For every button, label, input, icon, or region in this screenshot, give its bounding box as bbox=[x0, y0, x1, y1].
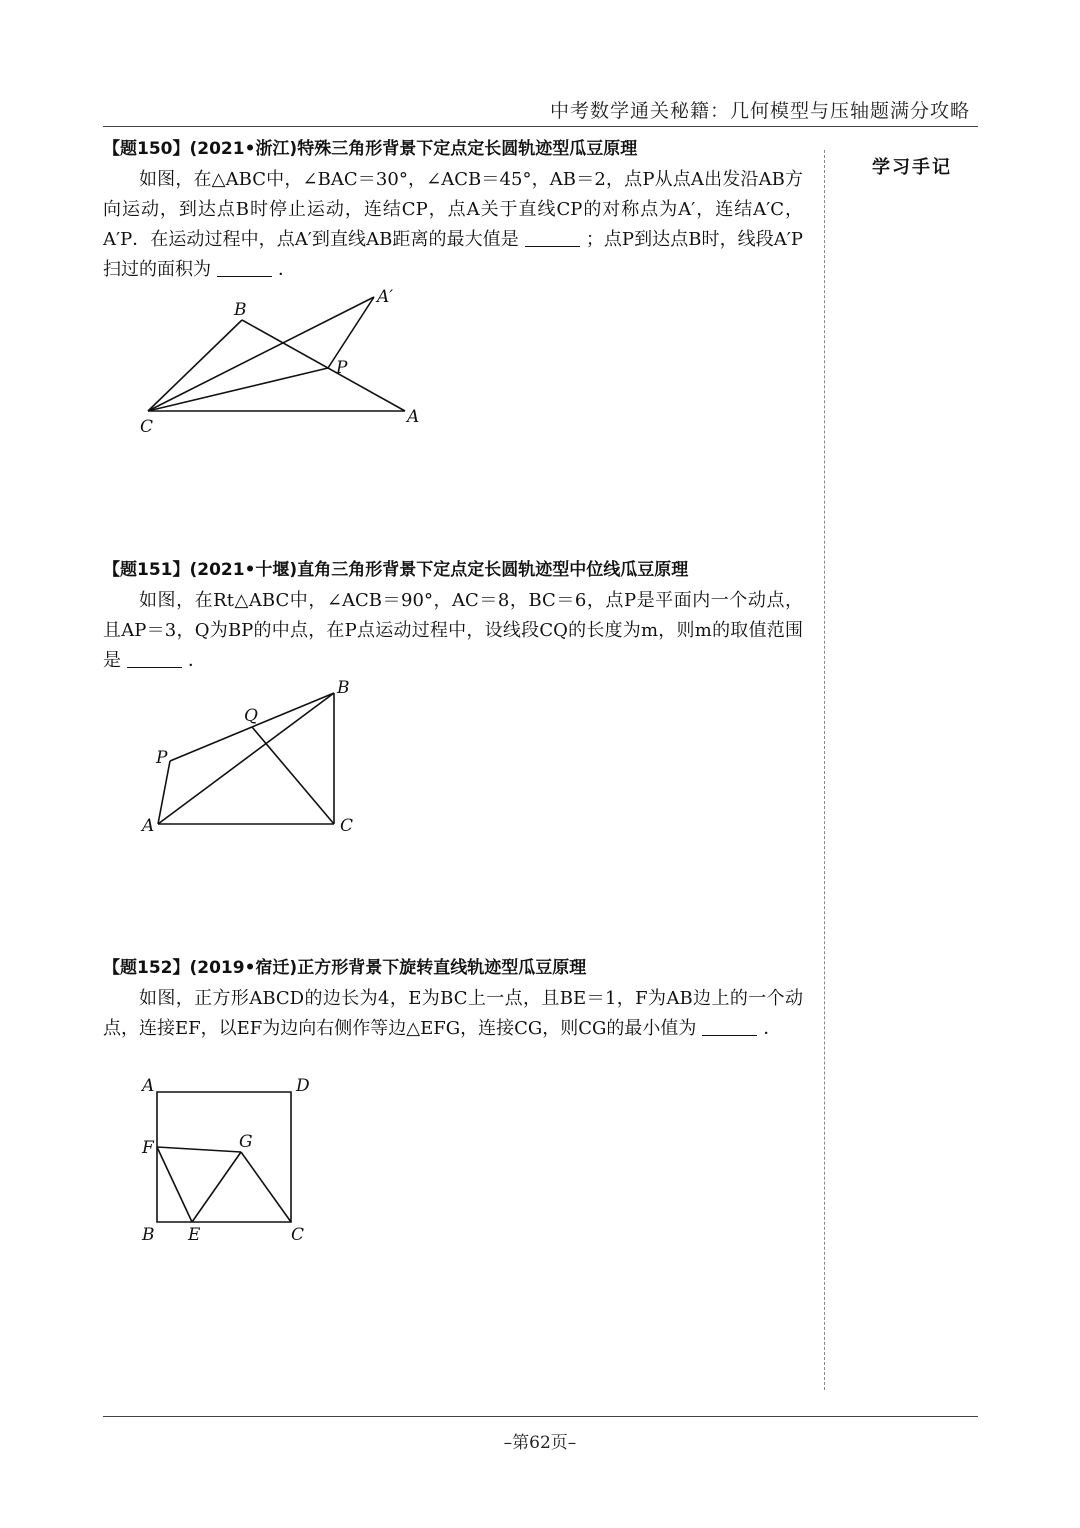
segment-fe bbox=[157, 1147, 192, 1222]
notes-column-title: 学习手记 bbox=[872, 157, 952, 178]
problem-text: ． bbox=[278, 259, 296, 280]
label-e: E bbox=[188, 1225, 201, 1245]
problem-text: ． bbox=[188, 650, 206, 671]
problem-statement bbox=[103, 165, 803, 285]
problem-text: 如图，在Rt△ABC中，∠ACB＝90°，AC＝8，BC＝6，点P是平面内一个动点，且AP＝3，Q为BP的中点，在P点运动过程中，设线段CQ的长度为m，则m的取值范围是 bbox=[103, 590, 803, 671]
running-header: 中考数学通关秘籍：几何模型与压轴题满分攻略 bbox=[549, 100, 970, 122]
label-f: F bbox=[142, 1138, 154, 1158]
label-c: C bbox=[140, 417, 154, 437]
label-q: Q bbox=[244, 706, 258, 726]
problem-title: 【题152】(2019•宿迁)正方形背景下旋转直线轨迹型瓜豆原理 bbox=[103, 958, 587, 978]
segment-ap bbox=[158, 761, 170, 824]
notes-column-divider bbox=[824, 150, 825, 1390]
header-rule bbox=[103, 126, 978, 127]
problem-statement bbox=[103, 586, 803, 676]
problem-150 bbox=[103, 136, 803, 285]
page-number: –第62页– bbox=[503, 1433, 577, 1453]
problem-151 bbox=[103, 557, 803, 676]
segment-qc bbox=[252, 727, 334, 824]
label-b: B bbox=[142, 1225, 155, 1245]
label-p: P bbox=[336, 358, 348, 378]
segment-ca-prime bbox=[148, 297, 374, 411]
segment-cp bbox=[148, 368, 328, 411]
label-g: G bbox=[239, 1132, 253, 1152]
answer-blank bbox=[217, 258, 272, 277]
answer-blank bbox=[702, 1017, 757, 1036]
problem-text: 如图，在△ABC中，∠BAC＝30°，∠ACB＝45°，AB＝2，点P从点A出发沿AB方向运动，到达点B时停止运动，连结CP，点A关于直线CP的对称点为A′，连结A′C，A′P．在运动过程中，点A′到直线AB距离的最大值是 bbox=[103, 169, 803, 250]
problem-statement bbox=[103, 984, 803, 1044]
label-c: C bbox=[340, 816, 354, 836]
segment-cb bbox=[148, 320, 242, 411]
problem-text: ． bbox=[763, 1018, 782, 1039]
label-a: A bbox=[407, 407, 420, 427]
segment-eg bbox=[192, 1152, 241, 1222]
label-b: B bbox=[337, 678, 350, 698]
footer-rule bbox=[103, 1416, 978, 1417]
figure-150 bbox=[130, 280, 440, 440]
label-a: A bbox=[142, 816, 155, 836]
answer-blank bbox=[127, 649, 182, 668]
segment-fg bbox=[157, 1147, 241, 1152]
problem-title: 【题151】(2021•十堰)直角三角形背景下定点定长圆轨迹型中位线瓜豆原理 bbox=[103, 560, 689, 580]
figure-152 bbox=[130, 1070, 330, 1250]
label-c: C bbox=[291, 1225, 305, 1245]
label-b: B bbox=[234, 300, 247, 320]
label-a-prime: A′ bbox=[377, 287, 394, 307]
problem-152 bbox=[103, 955, 803, 1044]
figure-151 bbox=[130, 675, 370, 840]
label-d: D bbox=[296, 1076, 310, 1096]
segment-a-prime-p bbox=[328, 297, 374, 368]
segment-gc bbox=[241, 1152, 291, 1222]
answer-blank bbox=[525, 228, 580, 247]
square-abcd bbox=[157, 1092, 291, 1222]
problem-text: 如图，正方形ABCD的边长为4，E为BC上一点，且BE＝1，F为AB边上的一个动点，连接EF，以EF为边向右侧作等边△EFG，连接CG，则CG的最小值为 bbox=[103, 988, 803, 1039]
segment-ba bbox=[242, 320, 405, 411]
problem-title: 【题150】(2021•浙江)特殊三角形背景下定点定长圆轨迹型瓜豆原理 bbox=[103, 139, 638, 159]
label-a: A bbox=[142, 1076, 155, 1096]
problem-text: ；点P到达点B时，线段A′P扫过的面积为 bbox=[103, 229, 803, 280]
label-p: P bbox=[156, 748, 168, 768]
